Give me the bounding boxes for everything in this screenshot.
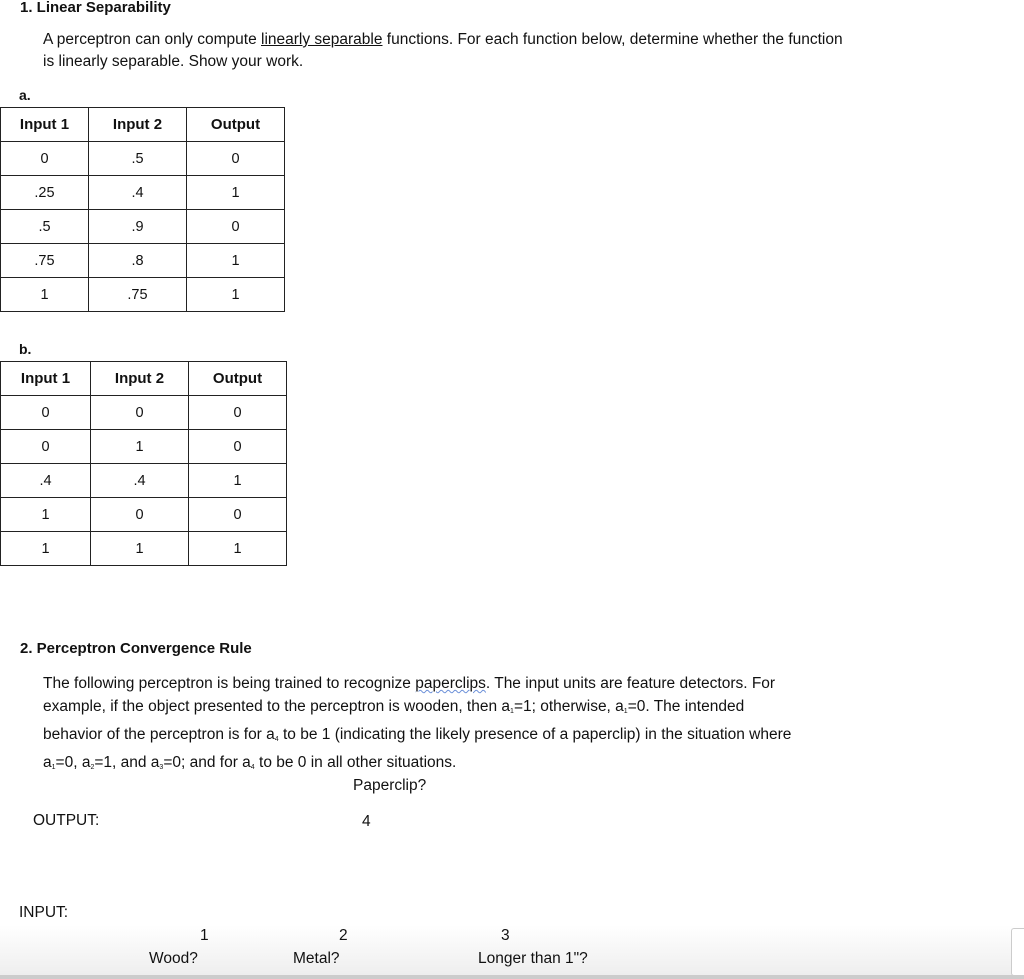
header-input-2: Input 2 bbox=[91, 362, 189, 396]
section2-title: 2. Perceptron Convergence Rule bbox=[20, 640, 252, 657]
table-row bbox=[1, 396, 287, 430]
cell: 0 bbox=[189, 430, 287, 464]
output-unit-name: Paperclip? bbox=[353, 777, 427, 794]
table-header-row bbox=[1, 108, 285, 142]
input-unit-1-number: 1 bbox=[200, 927, 209, 944]
header-output: Output bbox=[189, 362, 287, 396]
table-b bbox=[0, 361, 287, 566]
cell: 0 bbox=[189, 498, 287, 532]
intro-text-line2: is linearly separable. Show your work. bbox=[43, 53, 304, 70]
subscript: 1 bbox=[510, 708, 514, 715]
table-row bbox=[1, 176, 285, 210]
body-text: to be 1 (indicating the likely presence of a paperclip) in the situation where bbox=[278, 726, 792, 743]
cell: 0 bbox=[91, 498, 189, 532]
section1-title: 1. Linear Separability bbox=[20, 0, 171, 16]
section1-intro bbox=[43, 29, 943, 73]
input-label: INPUT: bbox=[19, 904, 69, 921]
subscript: 4 bbox=[274, 736, 279, 743]
table-row bbox=[1, 278, 285, 312]
cell: 1 bbox=[91, 430, 189, 464]
body-text: The following perceptron is being trained to recognize bbox=[43, 675, 416, 692]
input-unit-2-number: 2 bbox=[339, 927, 348, 944]
table-row bbox=[1, 244, 285, 278]
linearly-separable-link[interactable]: linearly separable bbox=[261, 31, 383, 48]
cell: .75 bbox=[89, 278, 187, 312]
cell: .5 bbox=[89, 142, 187, 176]
part-b-label: b. bbox=[19, 341, 32, 357]
cell: 0 bbox=[1, 430, 91, 464]
cell: 0 bbox=[91, 396, 189, 430]
body-text: . The input units are feature detectors. For bbox=[485, 675, 776, 692]
cell: 0 bbox=[1, 142, 89, 176]
cell: .5 bbox=[1, 210, 89, 244]
table-a bbox=[0, 107, 285, 312]
bottom-divider bbox=[0, 975, 1024, 979]
header-input-1: Input 1 bbox=[1, 362, 91, 396]
cell: .4 bbox=[1, 464, 91, 498]
cell: .4 bbox=[91, 464, 189, 498]
cell: 1 bbox=[189, 464, 287, 498]
subscript: 4 bbox=[250, 764, 255, 771]
side-panel-handle[interactable] bbox=[1011, 928, 1024, 976]
cell: 0 bbox=[187, 142, 285, 176]
cell: .25 bbox=[1, 176, 89, 210]
subscript: 1 bbox=[51, 764, 56, 771]
table-row bbox=[1, 532, 287, 566]
body-text: =0; and for a bbox=[163, 754, 251, 771]
cell: 1 bbox=[187, 278, 285, 312]
input-unit-1-name: Wood? bbox=[149, 950, 198, 967]
body-text: =1; otherwise, a bbox=[513, 698, 624, 715]
header-output: Output bbox=[187, 108, 285, 142]
table-row bbox=[1, 464, 287, 498]
cell: 1 bbox=[1, 532, 91, 566]
cell: 1 bbox=[187, 244, 285, 278]
table-row bbox=[1, 498, 287, 532]
cell: 0 bbox=[189, 396, 287, 430]
cell: 1 bbox=[1, 278, 89, 312]
cell: .8 bbox=[89, 244, 187, 278]
body-text: =0. The intended bbox=[627, 698, 745, 715]
body-text: behavior of the perceptron is for a bbox=[43, 726, 275, 743]
table-row bbox=[1, 142, 285, 176]
input-unit-3-name: Longer than 1"? bbox=[478, 950, 588, 967]
body-text: a bbox=[43, 754, 52, 771]
paperclips-link[interactable]: paperclips bbox=[415, 675, 486, 692]
subscript: 3 bbox=[159, 764, 164, 771]
table-header-row bbox=[1, 362, 287, 396]
subscript: 1 bbox=[623, 708, 628, 715]
part-a-label: a. bbox=[19, 87, 31, 103]
input-unit-3-number: 3 bbox=[501, 927, 510, 944]
body-text: =1, and a bbox=[94, 754, 160, 771]
table-row bbox=[1, 430, 287, 464]
subscript: 2 bbox=[90, 764, 95, 771]
body-text: example, if the object presented to the perceptron is wooden, then a bbox=[43, 698, 511, 715]
cell: .9 bbox=[89, 210, 187, 244]
section2-body bbox=[43, 672, 923, 779]
cell: 0 bbox=[1, 396, 91, 430]
cell: .75 bbox=[1, 244, 89, 278]
cell: 1 bbox=[189, 532, 287, 566]
input-unit-2-name: Metal? bbox=[293, 950, 340, 967]
cell: 0 bbox=[187, 210, 285, 244]
table-row bbox=[1, 210, 285, 244]
intro-text: A perceptron can only compute bbox=[43, 31, 261, 48]
header-input-2: Input 2 bbox=[89, 108, 187, 142]
header-input-1: Input 1 bbox=[1, 108, 89, 142]
body-text: to be 0 in all other situations. bbox=[254, 754, 457, 771]
output-label: OUTPUT: bbox=[33, 812, 100, 829]
body-text: =0, a bbox=[55, 754, 91, 771]
cell: 1 bbox=[187, 176, 285, 210]
cell: 1 bbox=[1, 498, 91, 532]
cell: 1 bbox=[91, 532, 189, 566]
cell: .4 bbox=[89, 176, 187, 210]
intro-text-cont: functions. For each function below, determine whether the function bbox=[382, 31, 843, 48]
output-unit-number: 4 bbox=[362, 813, 371, 830]
